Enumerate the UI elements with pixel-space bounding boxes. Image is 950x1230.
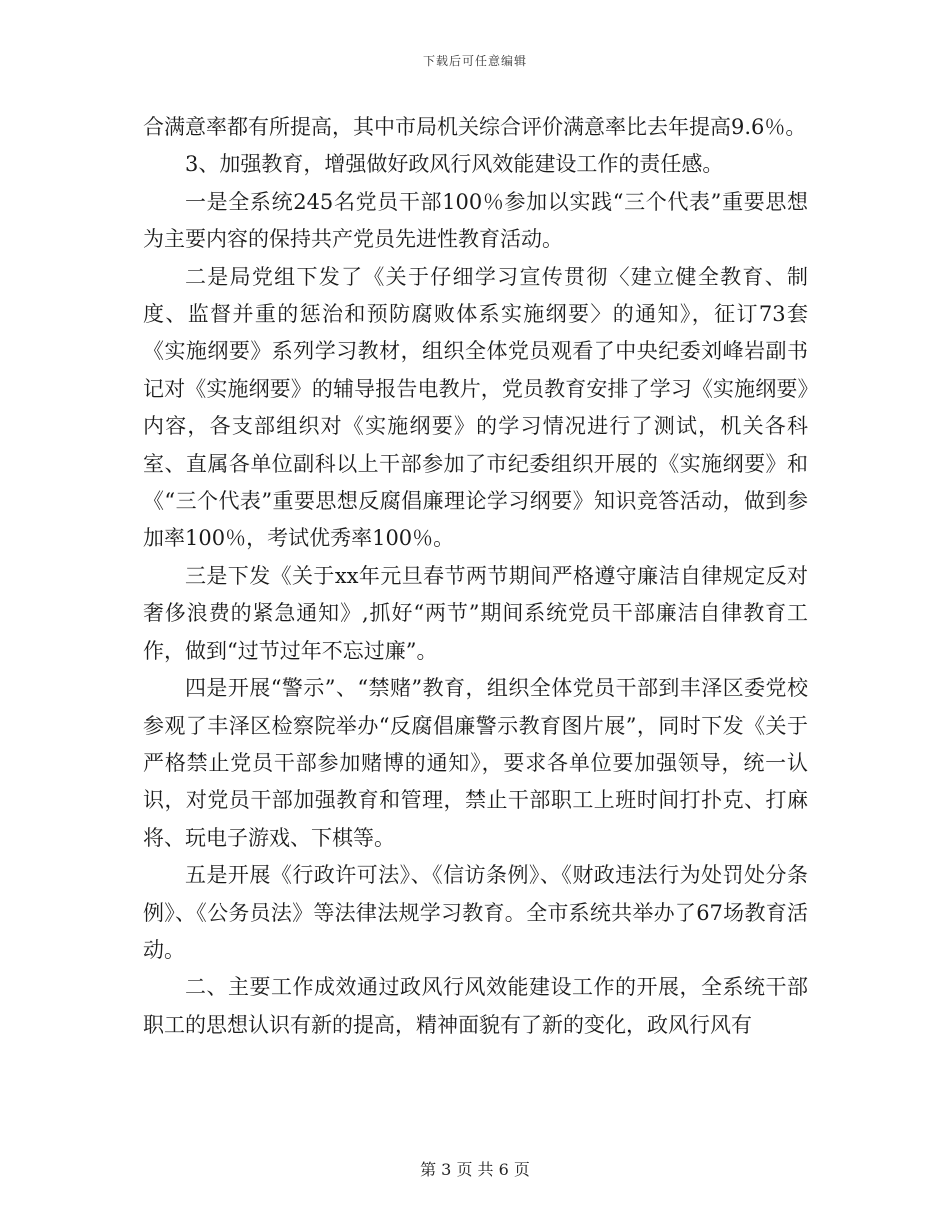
document-body [143,109,808,1044]
paragraph-section-3: 3、加强教育，增强做好政风行风效能建设工作的责任感。 [185,152,724,177]
paragraph-item-5: 五是开展《行政许可法》、《信访条例》、《财政违法行为处罚处分条例》、《公务员法》等法律法规学习教育。全市系统共举办了67场教育活动。 [143,863,808,962]
page-number: 第 3 页 共 6 页 [420,1160,530,1179]
page-header: 下载后可任意编辑 [422,54,527,68]
paragraph-section-results: 二、主要工作成效通过政风行风效能建设工作的开展，全系统干部职工的思想认识有新的提高，精神面貌有了新的变化，政风行风有 [143,975,808,1037]
paragraph-item-1: 一是全系统245名党员干部100％参加以实践“三个代表”重要思想为主要内容的保持共产党员先进性教育活动。 [143,189,808,252]
paragraph-item-2: 二是局党组下发了《关于仔细学习宣传贯彻〈建立健全教育、制度、监督并重的惩治和预防腐败体系实施纲要〉的通知》，征订73套《实施纲要》系列学习教材，组织全体党员观看了中央纪委刘峰岩副书记对《实施纲要》的辅导报告电教片，党员教育安排了学习《实施纲要》内容，各支部组织对《实施纲要》的学习情况进行了测试，机关各科室、直属各单位副科以上干部参加了市纪委组织开展的《实施纲要》和《“三个代表”重要思想反腐倡廉理论学习纲要》知识竞答活动，做到参加率100％，考试优秀率100％。 [143,264,808,551]
paragraph-item-4: 四是开展“警示”、“禁赌”教育，组织全体党员干部到丰泽区委党校参观了丰泽区检察院举办“反腐倡廉警示教育图片展”，同时下发《关于严格禁止党员干部参加赌博的通知》，要求各单位要加强领导，统一认识，对党员干部加强教育和管理，禁止干部职工上班时间打扑克、打麻将、玩电子游戏、下棋等。 [143,676,808,850]
paragraph-item-3: 三是下发《关于xx年元旦春节两节期间严格遵守廉洁自律规定反对奢侈浪费的紧急通知》,抓好“两节”期间系统党员干部廉洁自律教育工作，做到“过节过年不忘过廉”。 [143,563,808,663]
paragraph-continuation: 合满意率都有所提高，其中市局机关综合评价满意率比去年提高9.6％。 [143,115,807,139]
